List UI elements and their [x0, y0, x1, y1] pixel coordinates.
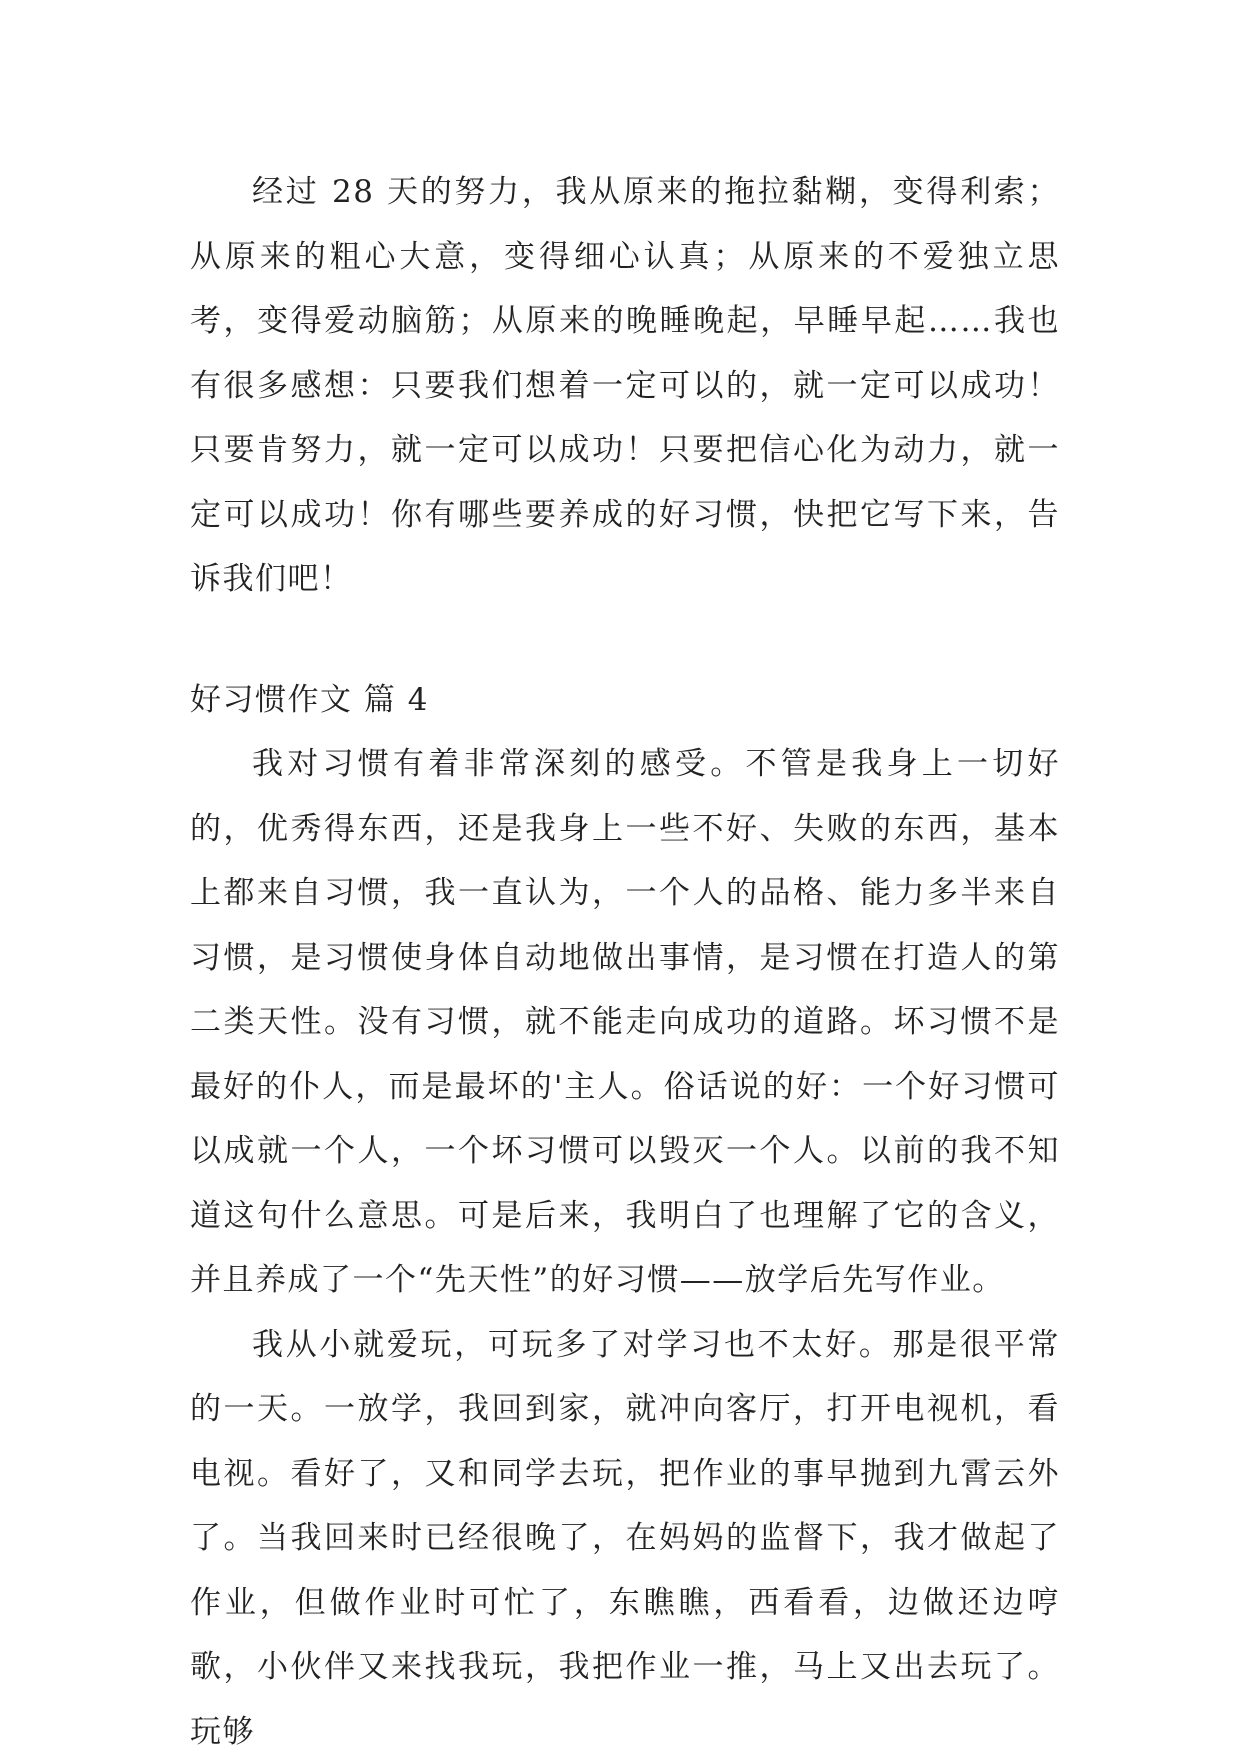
document-body	[190, 160, 1060, 1764]
section-title: 好习惯作文 篇 4	[190, 668, 1060, 733]
paragraph-1: 我对习惯有着非常深刻的感受。不管是我身上一切好的，优秀得东西，还是我身上一些不好、失败的东西，基本上都来自习惯，我一直认为，一个人的品格、能力多半来自习惯，是习惯使身体自动地做出事情，是习惯在打造人的第二类天性。没有习惯，就不能走向成功的道路。坏习惯不是最好的仆人，而是最坏的'主人。俗话说的好：一个好习惯可以成就一个人，一个坏习惯可以毁灭一个人。以前的我不知道这句什么意思。可是后来，我明白了也理解了它的含义，并且养成了一个“先天性”的好习惯——放学后先写作业。	[190, 732, 1060, 1313]
paragraph-2: 我从小就爱玩，可玩多了对学习也不太好。那是很平常的一天。一放学，我回到家，就冲向客厅，打开电视机，看电视。看好了，又和同学去玩，把作业的事早抛到九霄云外了。当我回来时已经很晚了，在妈妈的监督下，我才做起了作业，但做作业时可忙了，东瞧瞧，西看看，边做还边哼歌，小伙伴又来找我玩，我把作业一推，马上又出去玩了。玩够	[190, 1313, 1060, 1764]
paragraph-intro: 经过 28 天的努力，我从原来的拖拉黏糊，变得利索；从原来的粗心大意，变得细心认真；从原来的不爱独立思考，变得爱动脑筋；从原来的晚睡晚起，早睡早起……我也有很多感想：只要我们想着一定可以的，就一定可以成功！只要肯努力，就一定可以成功！只要把信心化为动力，就一定可以成功！你有哪些要养成的好习惯，快把它写下来，告诉我们吧！	[190, 160, 1060, 612]
